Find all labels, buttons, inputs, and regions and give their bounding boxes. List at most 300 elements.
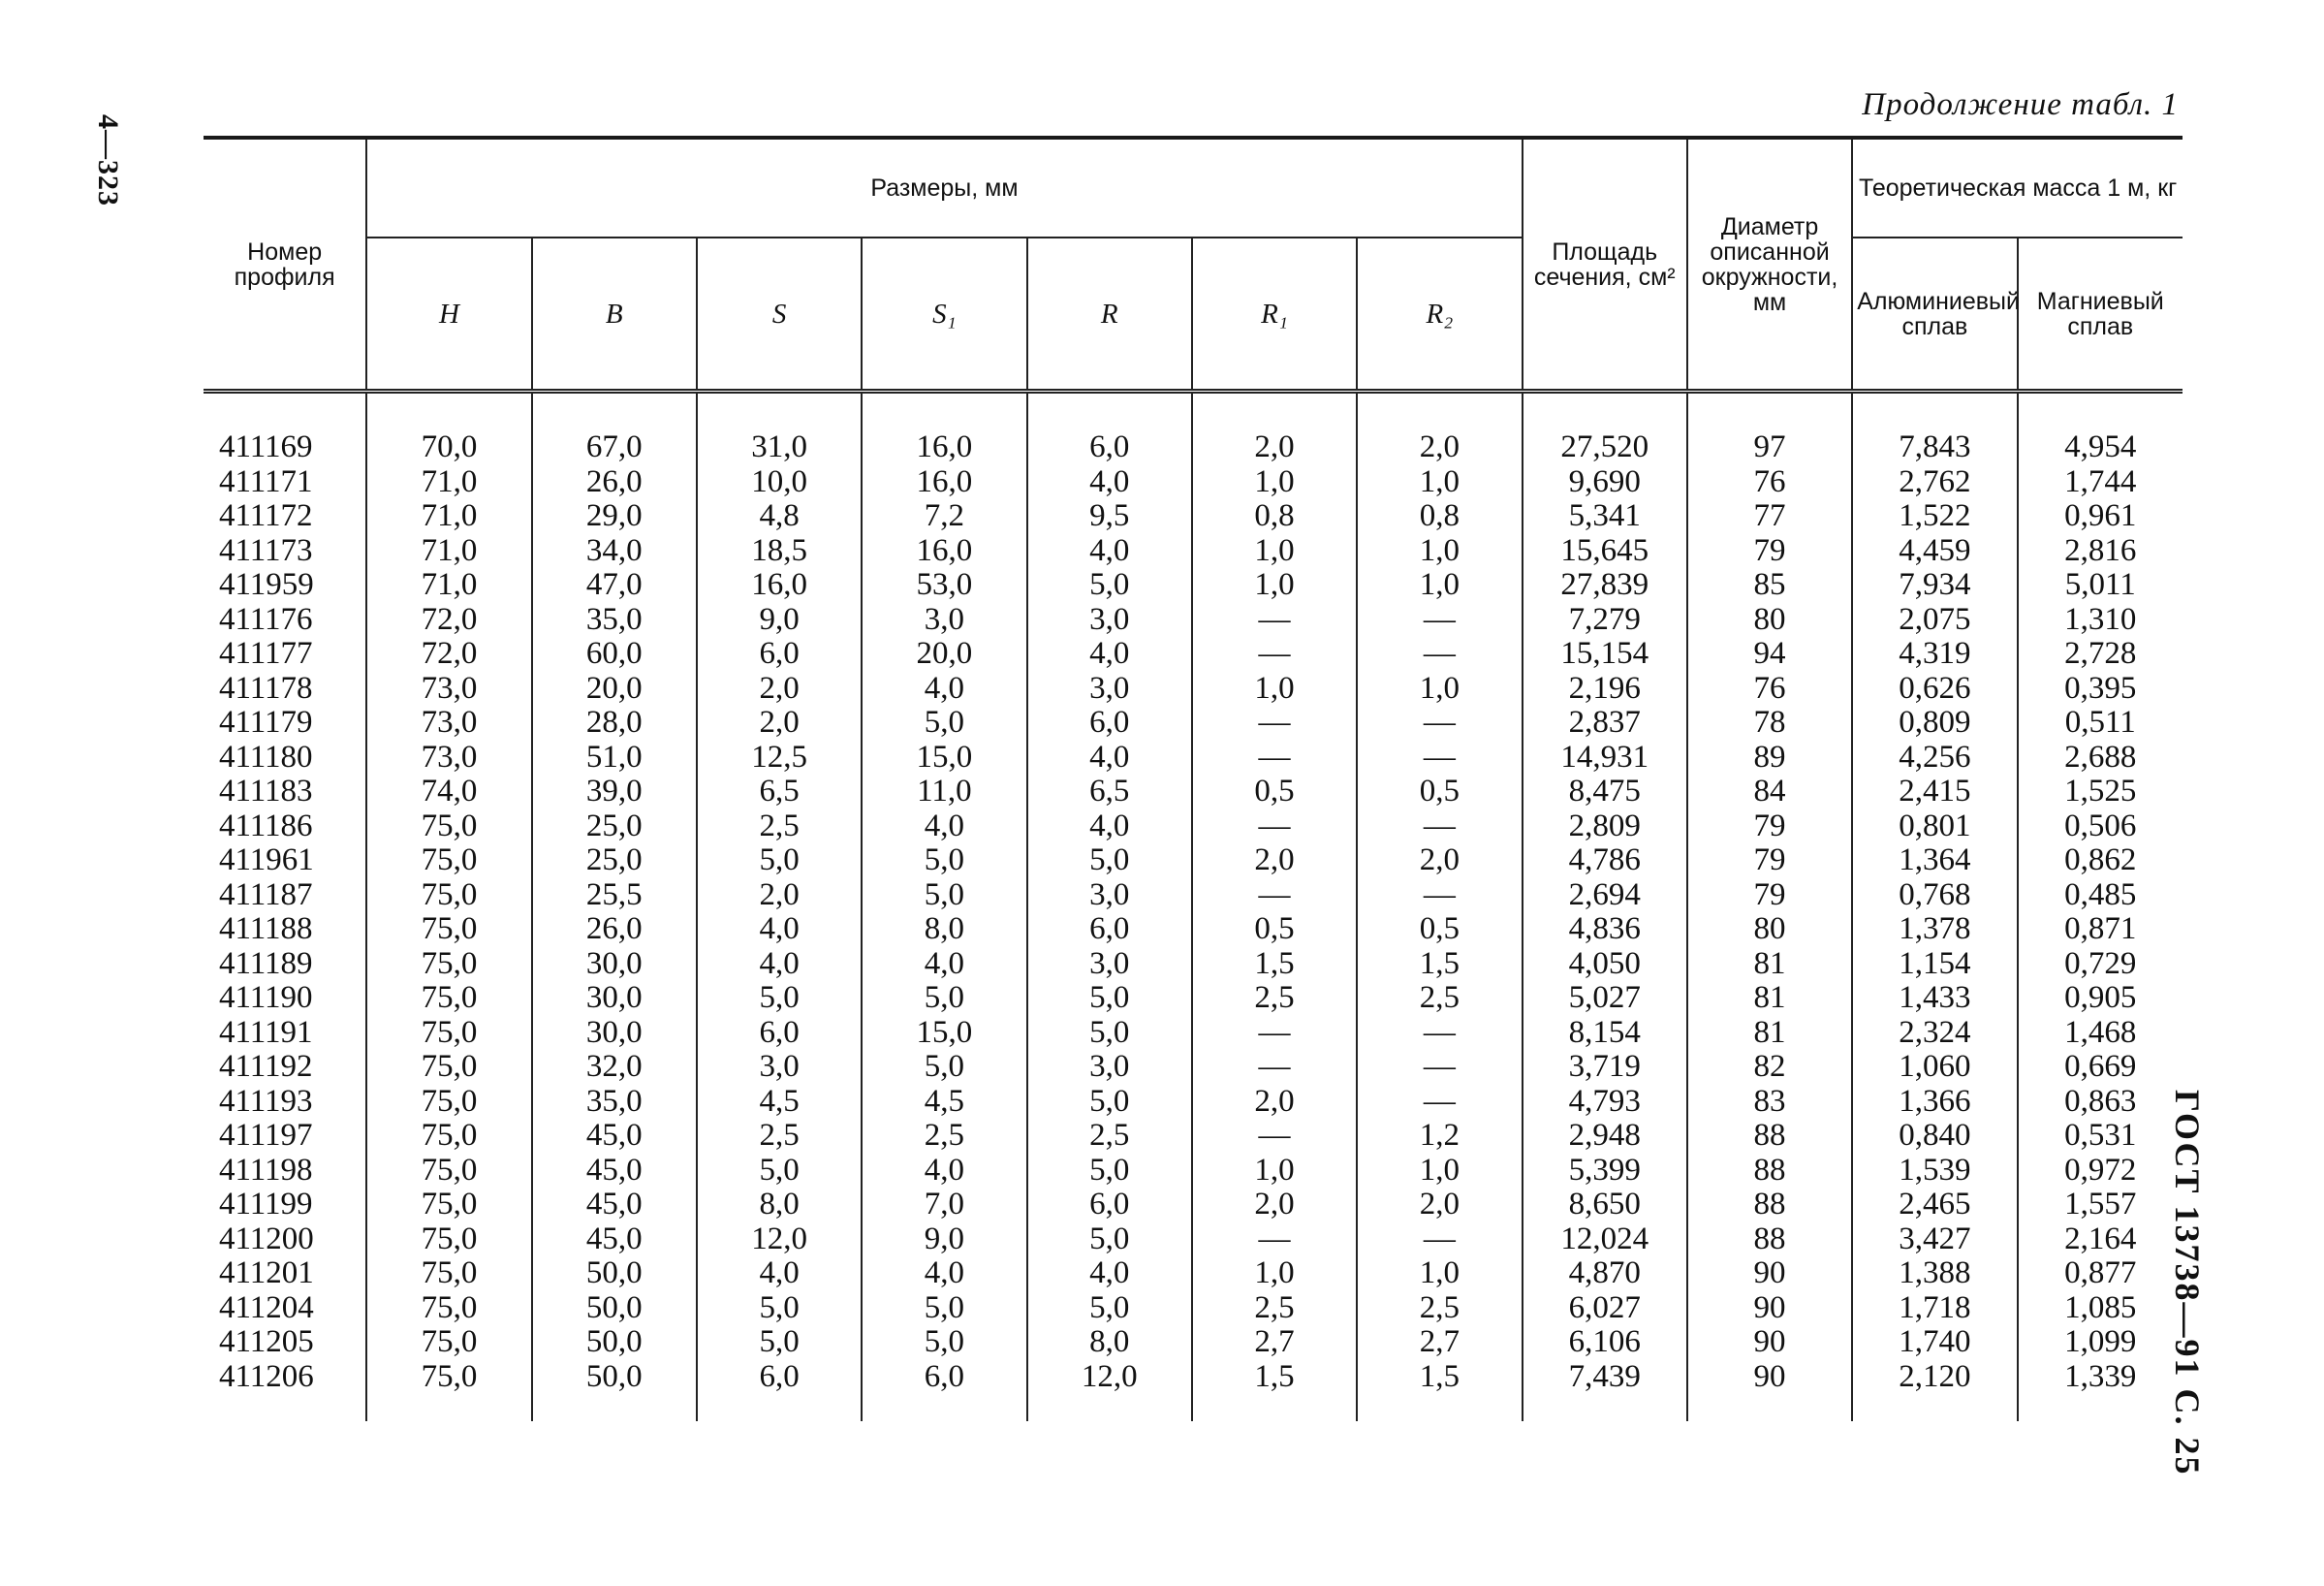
cell-aluminum-mass: 4,256 xyxy=(1852,741,2017,776)
cell-aluminum-mass: 3,427 xyxy=(1852,1222,2017,1257)
cell-s: 16,0 xyxy=(697,568,862,603)
header-aluminum: Алюминиевый сплав xyxy=(1852,238,2017,392)
cell-s: 12,5 xyxy=(697,741,862,776)
cell-s1: 7,2 xyxy=(862,499,1026,534)
cell-s: 4,8 xyxy=(697,499,862,534)
cell-magnesium-mass: 0,862 xyxy=(2018,843,2183,878)
cell-h: 72,0 xyxy=(366,603,531,638)
table-row xyxy=(204,1154,2183,1189)
cell-magnesium-mass: 0,669 xyxy=(2018,1050,2183,1085)
cell-aluminum-mass: 0,809 xyxy=(1852,706,2017,741)
table-row xyxy=(204,465,2183,500)
cell-s: 31,0 xyxy=(697,430,862,465)
cell-magnesium-mass: 1,557 xyxy=(2018,1188,2183,1222)
cell-s1: 5,0 xyxy=(862,706,1026,741)
table-row xyxy=(204,637,2183,672)
table-row xyxy=(204,775,2183,809)
cell-r2: 1,0 xyxy=(1357,568,1522,603)
cell-h: 75,0 xyxy=(366,1222,531,1257)
header-b: B xyxy=(532,238,697,392)
cell-magnesium-mass: 2,816 xyxy=(2018,534,2183,569)
table-row xyxy=(204,1085,2183,1120)
cell-r: 12,0 xyxy=(1027,1360,1192,1395)
cell-aluminum-mass: 7,934 xyxy=(1852,568,2017,603)
cell-diameter: 84 xyxy=(1687,775,1852,809)
cell-magnesium-mass: 2,688 xyxy=(2018,741,2183,776)
cell-b: 26,0 xyxy=(532,465,697,500)
cell-profile-number: 411178 xyxy=(219,670,313,706)
cell-h: 75,0 xyxy=(366,843,531,878)
cell-r1: 2,7 xyxy=(1192,1325,1357,1360)
cell-diameter: 80 xyxy=(1687,603,1852,638)
cell-diameter: 90 xyxy=(1687,1360,1852,1395)
cell-diameter: 79 xyxy=(1687,843,1852,878)
cell-profile-number: 411188 xyxy=(219,911,313,946)
cell-r: 5,0 xyxy=(1027,1154,1192,1189)
header-r: R xyxy=(1027,238,1192,392)
cell-area: 4,836 xyxy=(1523,912,1687,947)
cell-magnesium-mass: 0,729 xyxy=(2018,947,2183,982)
cell-s1: 5,0 xyxy=(862,981,1026,1016)
table-row xyxy=(204,1222,2183,1257)
cell-r2: 1,5 xyxy=(1357,947,1522,982)
cell-s1: 4,0 xyxy=(862,672,1026,707)
cell-r: 5,0 xyxy=(1027,843,1192,878)
cell-s: 5,0 xyxy=(697,981,862,1016)
cell-h: 75,0 xyxy=(366,1360,531,1395)
cell-s: 5,0 xyxy=(697,1291,862,1326)
cell-h: 75,0 xyxy=(366,878,531,913)
cell-r2: — xyxy=(1357,1050,1522,1085)
cell-r2: — xyxy=(1357,741,1522,776)
cell-s: 6,0 xyxy=(697,1360,862,1395)
header-h: H xyxy=(366,238,531,392)
cell-r: 9,5 xyxy=(1027,499,1192,534)
cell-diameter: 81 xyxy=(1687,981,1852,1016)
cell-aluminum-mass: 2,324 xyxy=(1852,1016,2017,1051)
cell-area: 7,439 xyxy=(1523,1360,1687,1395)
cell-r1: 1,5 xyxy=(1192,1360,1357,1395)
cell-magnesium-mass: 4,954 xyxy=(2018,430,2183,465)
cell-diameter: 94 xyxy=(1687,637,1852,672)
cell-magnesium-mass: 1,744 xyxy=(2018,465,2183,500)
cell-s: 4,0 xyxy=(697,912,862,947)
cell-magnesium-mass: 0,863 xyxy=(2018,1085,2183,1120)
cell-h: 75,0 xyxy=(366,981,531,1016)
table-row xyxy=(204,568,2183,603)
cell-r1: — xyxy=(1192,1119,1357,1154)
cell-area: 2,948 xyxy=(1523,1119,1687,1154)
cell-h: 73,0 xyxy=(366,741,531,776)
cell-b: 39,0 xyxy=(532,775,697,809)
table-row xyxy=(204,912,2183,947)
cell-b: 45,0 xyxy=(532,1188,697,1222)
cell-profile-number: 411177 xyxy=(219,636,313,671)
cell-r2: 1,0 xyxy=(1357,672,1522,707)
table-row xyxy=(204,1256,2183,1291)
cell-s: 3,0 xyxy=(697,1050,862,1085)
cell-r1: — xyxy=(1192,637,1357,672)
cell-profile-number: 411192 xyxy=(219,1049,313,1084)
cell-b: 30,0 xyxy=(532,981,697,1016)
cell-area: 15,154 xyxy=(1523,637,1687,672)
cell-r: 4,0 xyxy=(1027,741,1192,776)
cell-r2: — xyxy=(1357,706,1522,741)
cell-r: 5,0 xyxy=(1027,568,1192,603)
cell-magnesium-mass: 0,905 xyxy=(2018,981,2183,1016)
cell-r: 5,0 xyxy=(1027,981,1192,1016)
cell-r: 4,0 xyxy=(1027,1256,1192,1291)
cell-r: 3,0 xyxy=(1027,672,1192,707)
cell-area: 9,690 xyxy=(1523,465,1687,500)
cell-s: 2,0 xyxy=(697,878,862,913)
cell-b: 30,0 xyxy=(532,1016,697,1051)
cell-aluminum-mass: 1,740 xyxy=(1852,1325,2017,1360)
table-row xyxy=(204,947,2183,982)
cell-h: 75,0 xyxy=(366,1119,531,1154)
cell-s1: 16,0 xyxy=(862,465,1026,500)
cell-profile-number: 411199 xyxy=(219,1187,313,1221)
cell-h: 75,0 xyxy=(366,1188,531,1222)
cell-magnesium-mass: 0,877 xyxy=(2018,1256,2183,1291)
cell-s1: 4,0 xyxy=(862,947,1026,982)
cell-aluminum-mass: 1,539 xyxy=(1852,1154,2017,1189)
cell-area: 2,809 xyxy=(1523,809,1687,844)
cell-area: 2,837 xyxy=(1523,706,1687,741)
cell-s: 6,0 xyxy=(697,1016,862,1051)
cell-aluminum-mass: 1,378 xyxy=(1852,912,2017,947)
cell-diameter: 79 xyxy=(1687,878,1852,913)
profiles-table xyxy=(204,136,2183,1421)
cell-profile-number: 411206 xyxy=(219,1358,314,1394)
cell-r1: 1,0 xyxy=(1192,568,1357,603)
cell-b: 45,0 xyxy=(532,1119,697,1154)
header-r2: R₂ xyxy=(1357,238,1522,392)
cell-b: 50,0 xyxy=(532,1291,697,1326)
table-row xyxy=(204,1188,2183,1222)
cell-r2: 1,0 xyxy=(1357,465,1522,500)
cell-s1: 5,0 xyxy=(862,1050,1026,1085)
cell-profile-number: 411959 xyxy=(219,567,314,602)
cell-diameter: 79 xyxy=(1687,534,1852,569)
cell-s1: 20,0 xyxy=(862,637,1026,672)
cell-s1: 11,0 xyxy=(862,775,1026,809)
cell-profile-number: 411198 xyxy=(219,1152,313,1188)
header-s1: S₁ xyxy=(862,238,1026,392)
table-row xyxy=(204,878,2183,913)
cell-aluminum-mass: 0,768 xyxy=(1852,878,2017,913)
cell-r: 3,0 xyxy=(1027,1050,1192,1085)
cell-r: 6,0 xyxy=(1027,912,1192,947)
cell-profile-number: 411204 xyxy=(219,1289,314,1325)
cell-b: 25,0 xyxy=(532,843,697,878)
cell-aluminum-mass: 1,522 xyxy=(1852,499,2017,534)
cell-aluminum-mass: 1,388 xyxy=(1852,1256,2017,1291)
cell-r1: 1,0 xyxy=(1192,1256,1357,1291)
table-caption: Продолжение табл. 1 xyxy=(1862,87,2179,122)
cell-profile-number: 411187 xyxy=(219,876,313,912)
cell-s: 2,5 xyxy=(697,1119,862,1154)
cell-magnesium-mass: 0,511 xyxy=(2018,706,2183,741)
cell-b: 30,0 xyxy=(532,947,697,982)
cell-aluminum-mass: 0,840 xyxy=(1852,1119,2017,1154)
cell-diameter: 76 xyxy=(1687,672,1852,707)
cell-h: 75,0 xyxy=(366,1291,531,1326)
cell-s1: 4,0 xyxy=(862,809,1026,844)
cell-s1: 4,5 xyxy=(862,1085,1026,1120)
cell-r: 5,0 xyxy=(1027,1222,1192,1257)
cell-s: 4,0 xyxy=(697,947,862,982)
cell-r1: 2,0 xyxy=(1192,1188,1357,1222)
cell-area: 6,027 xyxy=(1523,1291,1687,1326)
cell-r2: 1,0 xyxy=(1357,1256,1522,1291)
cell-r1: — xyxy=(1192,1016,1357,1051)
cell-area: 8,475 xyxy=(1523,775,1687,809)
cell-r: 3,0 xyxy=(1027,603,1192,638)
cell-diameter: 79 xyxy=(1687,809,1852,844)
cell-profile-number: 411189 xyxy=(219,945,313,981)
header-diameter: Диаметр описанной окружности, мм xyxy=(1687,138,1852,392)
cell-b: 35,0 xyxy=(532,603,697,638)
cell-aluminum-mass: 1,433 xyxy=(1852,981,2017,1016)
cell-h: 75,0 xyxy=(366,947,531,982)
cell-r2: 2,5 xyxy=(1357,981,1522,1016)
cell-diameter: 90 xyxy=(1687,1256,1852,1291)
cell-area: 8,650 xyxy=(1523,1188,1687,1222)
cell-r1: 2,0 xyxy=(1192,1085,1357,1120)
cell-r1: — xyxy=(1192,809,1357,844)
cell-h: 75,0 xyxy=(366,1325,531,1360)
cell-r1: 2,5 xyxy=(1192,1291,1357,1326)
cell-profile-number: 411205 xyxy=(219,1324,314,1359)
cell-b: 45,0 xyxy=(532,1154,697,1189)
cell-magnesium-mass: 1,310 xyxy=(2018,603,2183,638)
cell-r2: 0,8 xyxy=(1357,499,1522,534)
cell-profile-number: 411172 xyxy=(219,498,313,533)
cell-magnesium-mass: 0,485 xyxy=(2018,878,2183,913)
table-row xyxy=(204,706,2183,741)
header-sizes-group: Размеры, мм xyxy=(366,138,1522,238)
cell-s: 12,0 xyxy=(697,1222,862,1257)
cell-profile-number: 411183 xyxy=(219,774,313,809)
cell-aluminum-mass: 2,465 xyxy=(1852,1188,2017,1222)
cell-r2: 2,0 xyxy=(1357,430,1522,465)
cell-b: 28,0 xyxy=(532,706,697,741)
cell-s1: 9,0 xyxy=(862,1222,1026,1257)
cell-b: 25,0 xyxy=(532,809,697,844)
cell-s: 5,0 xyxy=(697,1325,862,1360)
cell-s: 2,0 xyxy=(697,672,862,707)
table-row xyxy=(204,809,2183,844)
cell-h: 73,0 xyxy=(366,706,531,741)
cell-r2: 2,0 xyxy=(1357,1188,1522,1222)
cell-area: 5,027 xyxy=(1523,981,1687,1016)
cell-magnesium-mass: 0,871 xyxy=(2018,912,2183,947)
cell-aluminum-mass: 4,319 xyxy=(1852,637,2017,672)
cell-profile-number: 411190 xyxy=(219,980,313,1015)
cell-r1: 2,0 xyxy=(1192,430,1357,465)
cell-area: 27,520 xyxy=(1523,430,1687,465)
cell-diameter: 90 xyxy=(1687,1291,1852,1326)
cell-magnesium-mass: 0,972 xyxy=(2018,1154,2183,1189)
cell-r1: 2,0 xyxy=(1192,843,1357,878)
table-row xyxy=(204,499,2183,534)
table-row xyxy=(204,1119,2183,1154)
cell-b: 50,0 xyxy=(532,1360,697,1395)
cell-aluminum-mass: 7,843 xyxy=(1852,430,2017,465)
cell-s1: 5,0 xyxy=(862,843,1026,878)
cell-s1: 5,0 xyxy=(862,1325,1026,1360)
cell-r: 6,0 xyxy=(1027,430,1192,465)
table-row xyxy=(204,430,2183,465)
cell-r1: — xyxy=(1192,706,1357,741)
cell-s1: 3,0 xyxy=(862,603,1026,638)
cell-r2: — xyxy=(1357,603,1522,638)
cell-s1: 16,0 xyxy=(862,430,1026,465)
cell-r: 6,5 xyxy=(1027,775,1192,809)
cell-r: 8,0 xyxy=(1027,1325,1192,1360)
cell-s1: 4,0 xyxy=(862,1154,1026,1189)
cell-magnesium-mass: 1,468 xyxy=(2018,1016,2183,1051)
table-row xyxy=(204,672,2183,707)
table-row xyxy=(204,1291,2183,1326)
cell-magnesium-mass: 1,339 xyxy=(2018,1360,2183,1395)
cell-profile-number: 411197 xyxy=(219,1118,313,1153)
cell-r2: 2,5 xyxy=(1357,1291,1522,1326)
header-magnesium: Магниевый сплав xyxy=(2018,238,2183,392)
cell-profile-number: 411179 xyxy=(219,705,313,740)
cell-r1: 2,5 xyxy=(1192,981,1357,1016)
cell-area: 27,839 xyxy=(1523,568,1687,603)
cell-b: 47,0 xyxy=(532,568,697,603)
cell-h: 72,0 xyxy=(366,637,531,672)
cell-r: 5,0 xyxy=(1027,1291,1192,1326)
cell-diameter: 88 xyxy=(1687,1222,1852,1257)
cell-s: 2,5 xyxy=(697,809,862,844)
cell-magnesium-mass: 0,506 xyxy=(2018,809,2183,844)
cell-b: 34,0 xyxy=(532,534,697,569)
cell-h: 75,0 xyxy=(366,809,531,844)
cell-h: 75,0 xyxy=(366,1256,531,1291)
cell-s1: 16,0 xyxy=(862,534,1026,569)
cell-profile-number: 411191 xyxy=(219,1014,313,1050)
cell-r2: — xyxy=(1357,1085,1522,1120)
table-row xyxy=(204,1050,2183,1085)
table-row xyxy=(204,1360,2183,1395)
cell-r: 3,0 xyxy=(1027,947,1192,982)
page-number-marginal: 4—323 xyxy=(92,114,124,206)
header-mass-group: Теоретическая масса 1 м, кг xyxy=(1852,138,2183,238)
cell-aluminum-mass: 2,120 xyxy=(1852,1360,2017,1395)
table-row xyxy=(204,1016,2183,1051)
cell-h: 74,0 xyxy=(366,775,531,809)
cell-aluminum-mass: 0,801 xyxy=(1852,809,2017,844)
cell-profile-number: 411169 xyxy=(219,429,313,464)
cell-profile-number: 411173 xyxy=(219,532,313,568)
cell-h: 70,0 xyxy=(366,430,531,465)
cell-s: 8,0 xyxy=(697,1188,862,1222)
cell-profile-number: 411200 xyxy=(219,1221,314,1256)
header-r1: R₁ xyxy=(1192,238,1357,392)
cell-r: 4,0 xyxy=(1027,637,1192,672)
cell-profile-number: 411186 xyxy=(219,808,313,843)
cell-r: 4,0 xyxy=(1027,465,1192,500)
cell-diameter: 78 xyxy=(1687,706,1852,741)
cell-s: 2,0 xyxy=(697,706,862,741)
cell-magnesium-mass: 0,531 xyxy=(2018,1119,2183,1154)
cell-r1: 0,5 xyxy=(1192,912,1357,947)
cell-area: 3,719 xyxy=(1523,1050,1687,1085)
cell-h: 75,0 xyxy=(366,1085,531,1120)
cell-b: 29,0 xyxy=(532,499,697,534)
cell-r: 6,0 xyxy=(1027,1188,1192,1222)
cell-profile-number: 411176 xyxy=(219,601,313,637)
table-header xyxy=(204,138,2183,392)
cell-b: 45,0 xyxy=(532,1222,697,1257)
cell-aluminum-mass: 1,718 xyxy=(1852,1291,2017,1326)
cell-r1: 1,0 xyxy=(1192,672,1357,707)
header-s: S xyxy=(697,238,862,392)
table-spacer-row xyxy=(204,392,2183,431)
table-row xyxy=(204,603,2183,638)
cell-diameter: 90 xyxy=(1687,1325,1852,1360)
cell-magnesium-mass: 0,395 xyxy=(2018,672,2183,707)
cell-magnesium-mass: 5,011 xyxy=(2018,568,2183,603)
cell-r1: 0,8 xyxy=(1192,499,1357,534)
cell-h: 73,0 xyxy=(366,672,531,707)
cell-h: 71,0 xyxy=(366,534,531,569)
cell-s: 4,5 xyxy=(697,1085,862,1120)
cell-diameter: 88 xyxy=(1687,1188,1852,1222)
cell-diameter: 82 xyxy=(1687,1050,1852,1085)
cell-r1: — xyxy=(1192,1222,1357,1257)
cell-aluminum-mass: 2,075 xyxy=(1852,603,2017,638)
cell-r2: 1,2 xyxy=(1357,1119,1522,1154)
cell-b: 20,0 xyxy=(532,672,697,707)
cell-area: 2,694 xyxy=(1523,878,1687,913)
cell-aluminum-mass: 1,060 xyxy=(1852,1050,2017,1085)
cell-r: 4,0 xyxy=(1027,809,1192,844)
cell-area: 2,196 xyxy=(1523,672,1687,707)
cell-magnesium-mass: 1,525 xyxy=(2018,775,2183,809)
cell-r1: — xyxy=(1192,741,1357,776)
cell-r1: 0,5 xyxy=(1192,775,1357,809)
cell-profile-number: 411193 xyxy=(219,1083,313,1119)
cell-r2: — xyxy=(1357,637,1522,672)
cell-h: 71,0 xyxy=(366,568,531,603)
cell-aluminum-mass: 4,459 xyxy=(1852,534,2017,569)
cell-h: 75,0 xyxy=(366,1154,531,1189)
table-row xyxy=(204,843,2183,878)
cell-area: 12,024 xyxy=(1523,1222,1687,1257)
cell-diameter: 88 xyxy=(1687,1154,1852,1189)
cell-aluminum-mass: 0,626 xyxy=(1852,672,2017,707)
cell-r2: 2,7 xyxy=(1357,1325,1522,1360)
cell-h: 75,0 xyxy=(366,912,531,947)
cell-s1: 7,0 xyxy=(862,1188,1026,1222)
cell-aluminum-mass: 1,154 xyxy=(1852,947,2017,982)
cell-r: 4,0 xyxy=(1027,534,1192,569)
cell-b: 32,0 xyxy=(532,1050,697,1085)
cell-b: 60,0 xyxy=(532,637,697,672)
cell-h: 75,0 xyxy=(366,1050,531,1085)
cell-s: 18,5 xyxy=(697,534,862,569)
cell-r2: 1,0 xyxy=(1357,534,1522,569)
standard-page-label: ГОСТ 13738—91 С. 25 xyxy=(2168,1090,2207,1476)
header-profile-number: Номер профиля xyxy=(204,138,366,392)
cell-s1: 53,0 xyxy=(862,568,1026,603)
cell-magnesium-mass: 0,961 xyxy=(2018,499,2183,534)
